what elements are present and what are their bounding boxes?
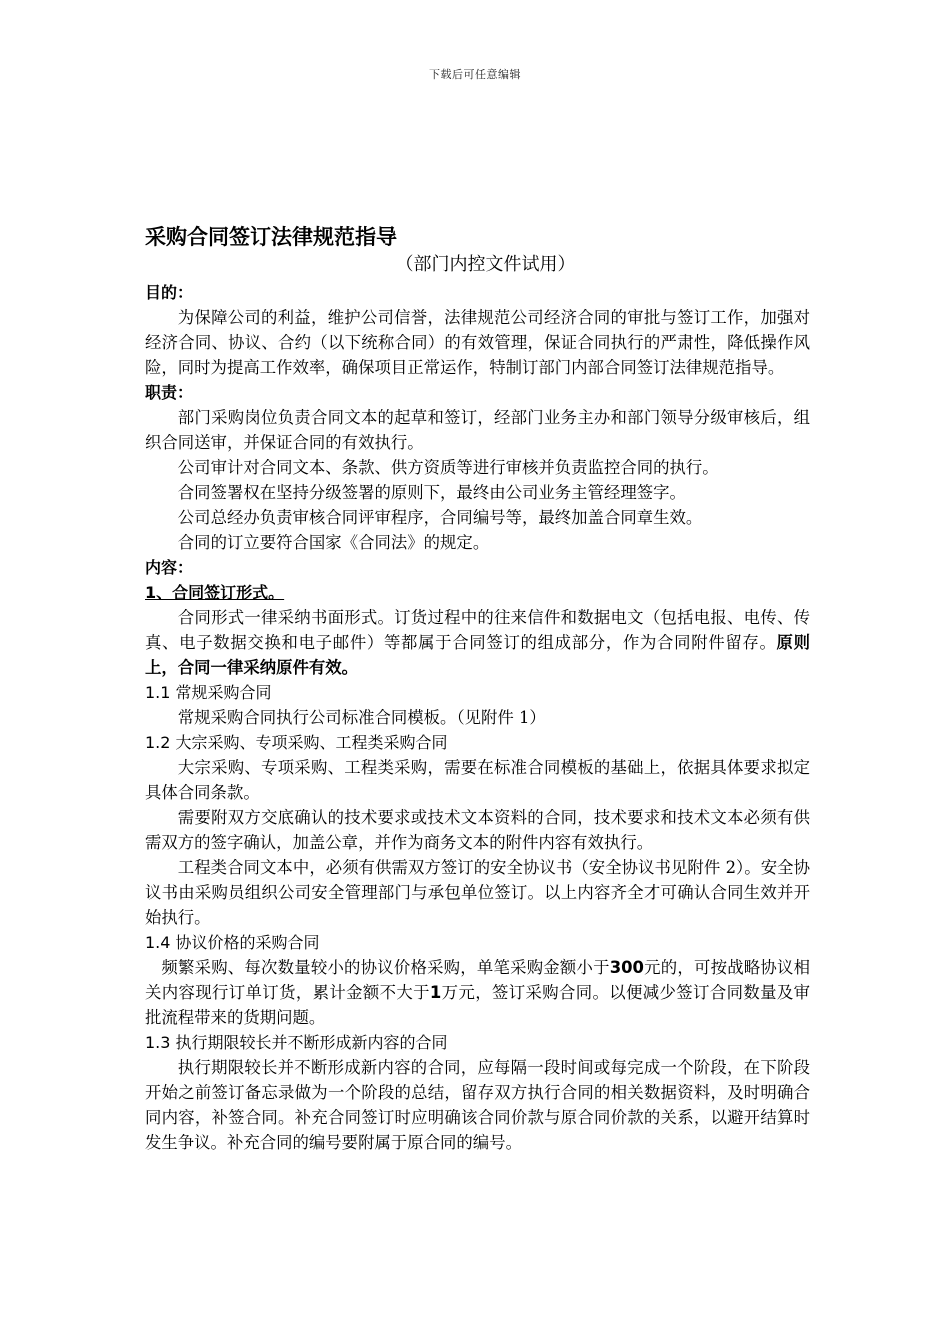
duty-paragraph-4: 公司总经办负责审核合同评审程序，合同编号等，最终加盖合同章生效。 (177, 508, 703, 527)
section-1-bold-text: 原则上，合同一律采纳原件有效。 (145, 633, 811, 677)
section-1-2-paragraph-2: 需要附双方交底确认的技术要求或技术文本资料的合同，技术要求和技术文本必须有供需双方的签字确认，加盖公章，并作为商务文本的附件内容有效执行。 (145, 808, 810, 852)
duty-paragraph-5: 合同的订立要符合国家《合同法》的规定。 (177, 533, 490, 552)
amount-300: 300 (609, 958, 644, 977)
section-1-3-heading: 1.3 执行期限较长并不断形成新内容的合同 (145, 1033, 448, 1052)
section-1-text: 合同形式一律采纳书面形式。订货过程中的往来信件和数据电文（包括电报、电传、传真、电子数据交换和电子邮件）等都属于合同签订的组成部分，作为合同附件留存。 (145, 608, 810, 652)
section-1-1-heading: 1.1 常规采购合同 (145, 683, 272, 702)
section-1-3-paragraph: 执行期限较长并不断形成新内容的合同，应每隔一段时间或每完成一个阶段，在下阶段开始之前签订备忘录做为一个阶段的总结，留存双方执行合同的相关数据资料，及时明确合同内容，补签合同。补充合同签订时应明确该合同价款与原合同价款的关系，以避开结算时发生争议。补充合同的编号要附属于原合同的编号。 (145, 1058, 810, 1152)
section-1-4-heading: 1.4 协议价格的采购合同 (145, 933, 320, 952)
purpose-heading: 目的： (145, 283, 194, 302)
section-1-4-text-e: 万元，签订采购合同。以便减少签订合同数量及审批流程带来的货期问题。 (145, 983, 811, 1027)
section-1-1-paragraph: 常规采购合同执行公司标准合同模板。（见附件 1） (177, 708, 546, 727)
section-1-4-text-c: 元的，可按战略协议相关内容现行订单订货，累计金额不大于 (145, 958, 811, 1002)
duty-heading: 职责： (145, 383, 194, 402)
content-heading: 内容： (145, 558, 194, 577)
section-1-2-paragraph-3: 工程类合同文本中，必须有供需双方签订的安全协议书（安全协议书见附件 2）。安全协议书由采购员组织公司安全管理部门与承包单位签订。以上内容齐全才可确认合同生效并开始执行。 (145, 858, 810, 927)
document-subtitle: （部门内控文件试用） (395, 254, 576, 275)
duty-paragraph-1: 部门采购岗位负责合同文本的起草和签订，经部门业务主办和部门领导分级审核后，组织合同送审，并保证合同的有效执行。 (145, 408, 810, 452)
duty-paragraph-2: 公司审计对合同文本、条款、供方资质等进行审核并负责监控合同的执行。 (177, 458, 719, 477)
duty-paragraph-3: 合同签署权在坚持分级签署的原则下，最终由公司业务主管经理签字。 (177, 483, 686, 502)
section-1-2-paragraph-1: 大宗采购、专项采购、工程类采购，需要在标准合同模板的基础上，依据具体要求拟定具体合同条款。 (145, 758, 810, 802)
section-1-4-text-a: 频繁采购、每次数量较小的协议价格采购，单笔采购金额小于 (161, 958, 610, 977)
document-body (145, 222, 810, 1155)
section-1-4-paragraph (145, 955, 810, 1030)
section-1-2-heading: 1.2 大宗采购、专项采购、工程类采购合同 (145, 733, 448, 752)
amount-1: 1 (429, 983, 442, 1002)
document-title: 采购合同签订法律规范指导 (145, 225, 397, 249)
section-1-paragraph (145, 605, 810, 680)
section-1-heading: 1、合同签订形式。 (145, 583, 285, 602)
purpose-paragraph: 为保障公司的利益，维护公司信誉，法律规范公司经济合同的审批与签订工作，加强对经济合同、协议、合约（以下统称合同）的有效管理，保证合同执行的严肃性，降低操作风险，同时为提高工作效率，确保项目正常运作，特制订部门内部合同签订法律规范指导。 (145, 308, 810, 377)
page-header-note: 下载后可任意编辑 (429, 68, 521, 81)
